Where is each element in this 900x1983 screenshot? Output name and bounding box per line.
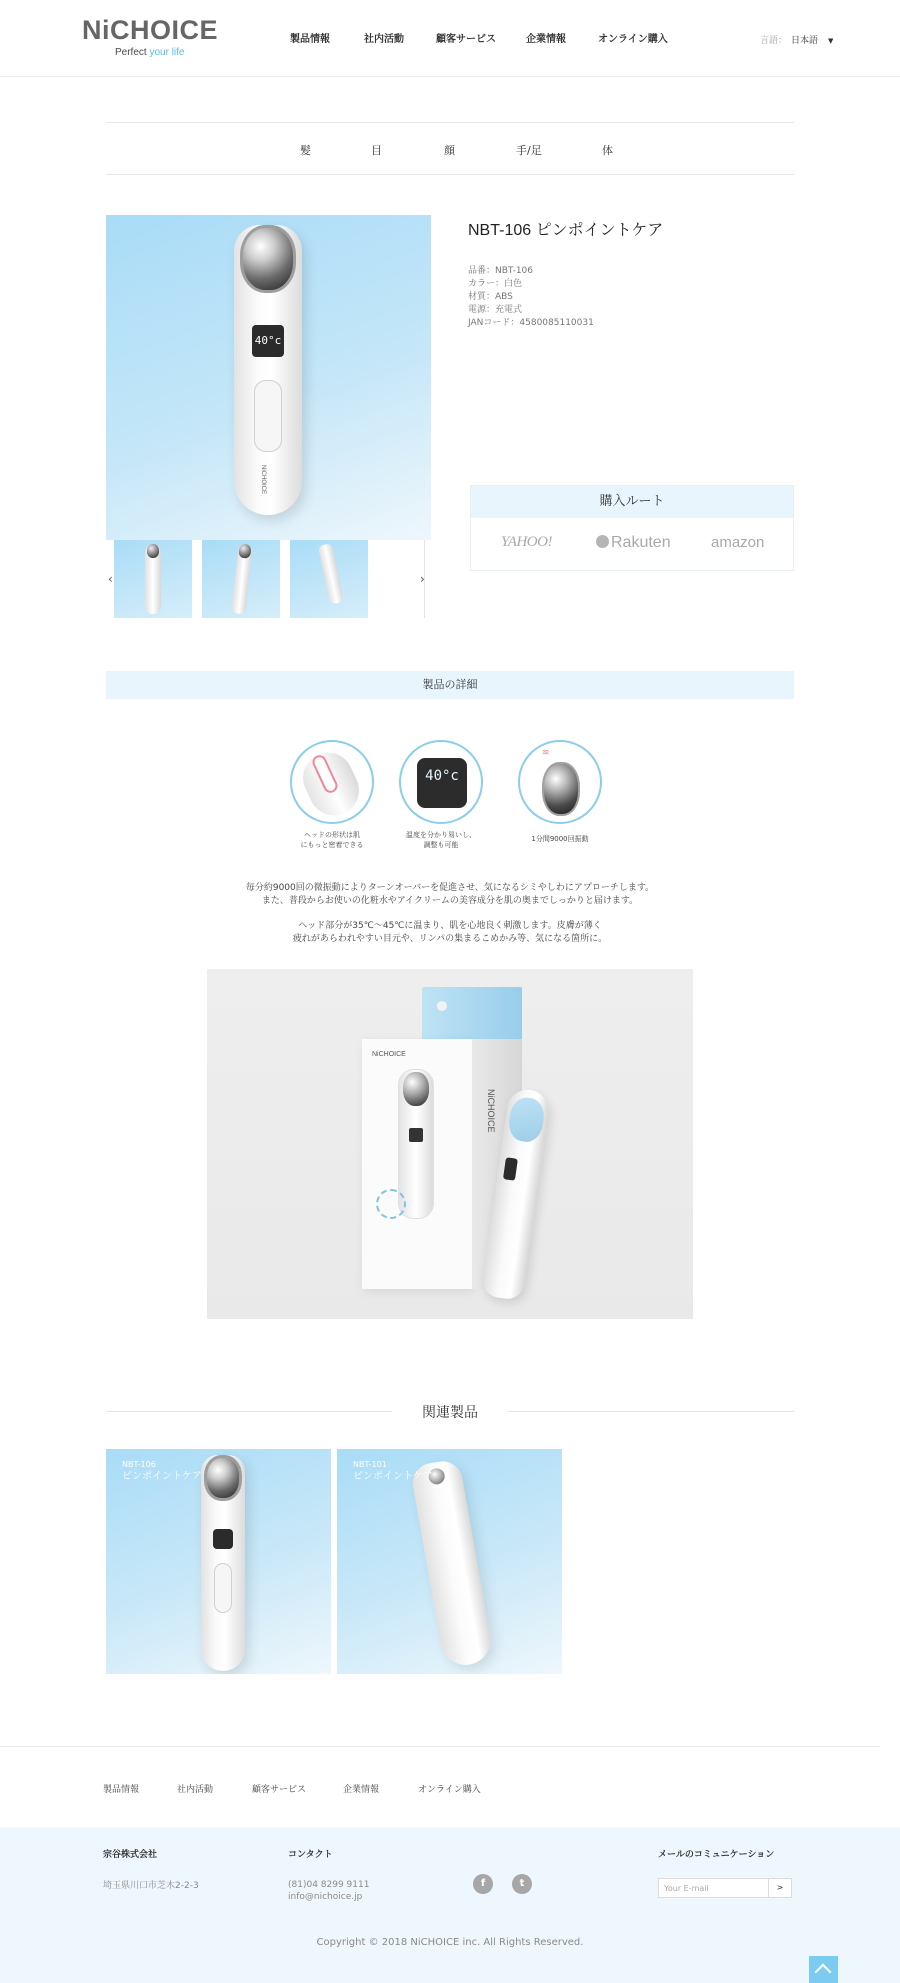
contact-email[interactable]: info@nichoice.jp [288, 1892, 363, 1902]
tagline-accent: your life [149, 47, 185, 58]
footer-nav-online-shop[interactable]: オンライン購入 [418, 1785, 481, 1795]
feature-caption-2 [391, 830, 491, 850]
related-card-1-code: NBT-106 [122, 1460, 156, 1469]
site-footer [0, 1827, 900, 1983]
newsletter-title: メールのコミュニケーション [658, 1850, 775, 1860]
device-display: 40°c [252, 325, 284, 357]
related-card-2-code: NBT-101 [353, 1460, 387, 1469]
related-card-2-label [353, 1459, 433, 1483]
feature-caption-1 [282, 830, 382, 850]
thumbnail-2[interactable] [202, 540, 280, 618]
package-photo [207, 969, 693, 1319]
feature-vibration [510, 740, 610, 844]
related-card-nbt101[interactable] [337, 1449, 562, 1674]
product-specs [468, 265, 594, 330]
newsletter-submit-button[interactable]: > [769, 1878, 792, 1898]
product-main-image[interactable] [106, 215, 431, 540]
package-brand: NiCHOICE [372, 1051, 406, 1058]
company-title: 宗谷株式会社 [103, 1850, 158, 1860]
twitter-icon[interactable]: t [512, 1874, 532, 1894]
category-face[interactable]: 顔 [444, 144, 455, 157]
language-label: 言語： [760, 36, 788, 46]
purchase-title: 購入ルート [471, 486, 793, 518]
footer-nav-customer-service[interactable]: 顧客サービス [252, 1785, 307, 1795]
site-header [0, 0, 900, 77]
category-hair[interactable]: 髪 [300, 144, 311, 157]
package-front [362, 1039, 472, 1289]
footer-nav-activities[interactable]: 社内活動 [177, 1785, 214, 1795]
company-address: 埼玉県川口市芝木2-2-3 [103, 1881, 199, 1891]
tagline-plain: Perfect [115, 47, 147, 58]
feature-image-vibration [518, 740, 602, 824]
nav-activities[interactable]: 社内活動 [364, 34, 404, 45]
related-device-2 [410, 1458, 495, 1669]
related-device-1 [201, 1455, 245, 1671]
footer-divider [0, 1746, 880, 1747]
rakuten-link[interactable] [596, 534, 671, 552]
footer-nav-products[interactable]: 製品情報 [103, 1785, 140, 1795]
store-logos [471, 518, 793, 572]
language-value: 日本語 [791, 36, 819, 46]
spec-material: 材質：ABS [468, 292, 513, 302]
related-divider-left [106, 1411, 392, 1412]
wave-icon: ≋ [542, 748, 550, 758]
feature-display-readout: 40°c [417, 758, 467, 808]
category-hand-foot[interactable]: 手/足 [516, 144, 542, 157]
feature-caption-3: 1分間9000回振動 [531, 835, 589, 843]
nav-products[interactable]: 製品情報 [290, 34, 330, 45]
related-card-2-name: ピンポイントケア [353, 1471, 433, 1482]
description-1-line-1: 毎分約9000回の微振動によりターンオーバーを促進させ、気になるシミやしわにアプローチします。 [245, 883, 655, 893]
thumbnail-1[interactable] [114, 540, 192, 618]
thumbnail-3[interactable] [290, 540, 368, 618]
rakuten-label: Rakuten [611, 534, 671, 551]
related-card-nbt106[interactable] [106, 1449, 331, 1674]
category-body[interactable]: 体 [602, 144, 613, 157]
feature-head-shape [282, 740, 382, 850]
description-2-line-2: 疲れがあらわれやすい目元や、リンパの集まるこめかみ等、気になる箇所に。 [292, 934, 608, 944]
feature-caption-2-line-2: 調整も可能 [423, 841, 459, 849]
newsletter-email-input[interactable] [658, 1878, 769, 1898]
device-buttons [254, 380, 282, 452]
language-selector[interactable] [760, 33, 833, 46]
purchase-box [470, 485, 794, 571]
description-paragraph-1 [106, 882, 794, 908]
device-head [240, 225, 296, 293]
description-1-line-2: また、普段からお使いの化粧水やアイクリームの美容成分を肌の奥までしっかりと届けます。 [261, 896, 639, 906]
chevron-right-icon[interactable]: › [420, 572, 425, 586]
footer-nav-company[interactable]: 企業情報 [343, 1785, 380, 1795]
spec-color: カラー：白色 [468, 279, 523, 289]
feature-image-head [290, 740, 374, 824]
facebook-icon[interactable]: f [473, 1874, 493, 1894]
nav-customer-service[interactable]: 顧客サービス [436, 34, 496, 45]
feature-caption-1-line-1: ヘッドの形状は肌 [304, 831, 360, 839]
amazon-link[interactable]: amazon [711, 534, 765, 551]
related-card-1-label [122, 1459, 202, 1483]
chevron-up-icon [815, 1964, 832, 1981]
newsletter-form [658, 1878, 792, 1898]
nav-company[interactable]: 企業情報 [526, 34, 566, 45]
product-title: NBT-106 ピンポイントケア [468, 222, 664, 239]
feature-caption-2-line-1: 温度を分かり易いし、 [406, 831, 476, 839]
package-side-brand: NiCHOICE [486, 1089, 496, 1133]
description-2-line-1: ヘッド部分が35℃～45℃に温まり、肌を心地良く刺激します。皮膚が薄く [298, 921, 602, 931]
feature-temperature [391, 740, 491, 850]
device-brand-label: NiCHOICE [260, 465, 266, 495]
logo-tagline [115, 47, 184, 58]
device-body [234, 225, 302, 515]
related-title: 関連製品 [422, 1405, 478, 1421]
spec-jan: JANコード：4580085110031 [468, 318, 594, 328]
spec-model: 品番：NBT-106 [468, 266, 534, 276]
chevron-left-icon[interactable]: ‹ [108, 572, 113, 586]
feature-image-display [399, 740, 483, 824]
related-card-1-name: ピンポイントケア [122, 1471, 202, 1482]
rakuten-mark-icon [596, 535, 609, 548]
detail-section-title: 製品の詳細 [106, 671, 794, 699]
contact-title: コンタクト [288, 1850, 333, 1860]
logo-text: NiCHOICE [82, 15, 219, 45]
spec-power: 電源：充電式 [468, 305, 523, 315]
thumbnail-strip [106, 540, 431, 620]
contact-phone: (81)04 8299 9111 [288, 1880, 370, 1890]
back-to-top-button[interactable] [809, 1956, 838, 1983]
description-paragraph-2 [106, 920, 794, 946]
package-hang-hole [437, 1001, 447, 1011]
nav-online-shop[interactable]: オンライン購入 [598, 34, 668, 45]
caret-down-icon: ▼ [828, 37, 834, 45]
category-eye[interactable]: 目 [371, 144, 382, 157]
yahoo-link[interactable]: YAHOO! [501, 534, 552, 550]
feature-caption-1-line-2: にもっと密着できる [300, 841, 364, 849]
copyright: Copyright © 2018 NiCHOICE inc. All Rights Reserved. [316, 1937, 584, 1948]
category-bar [106, 122, 794, 175]
logo[interactable] [82, 16, 232, 62]
related-divider-right [508, 1411, 794, 1412]
